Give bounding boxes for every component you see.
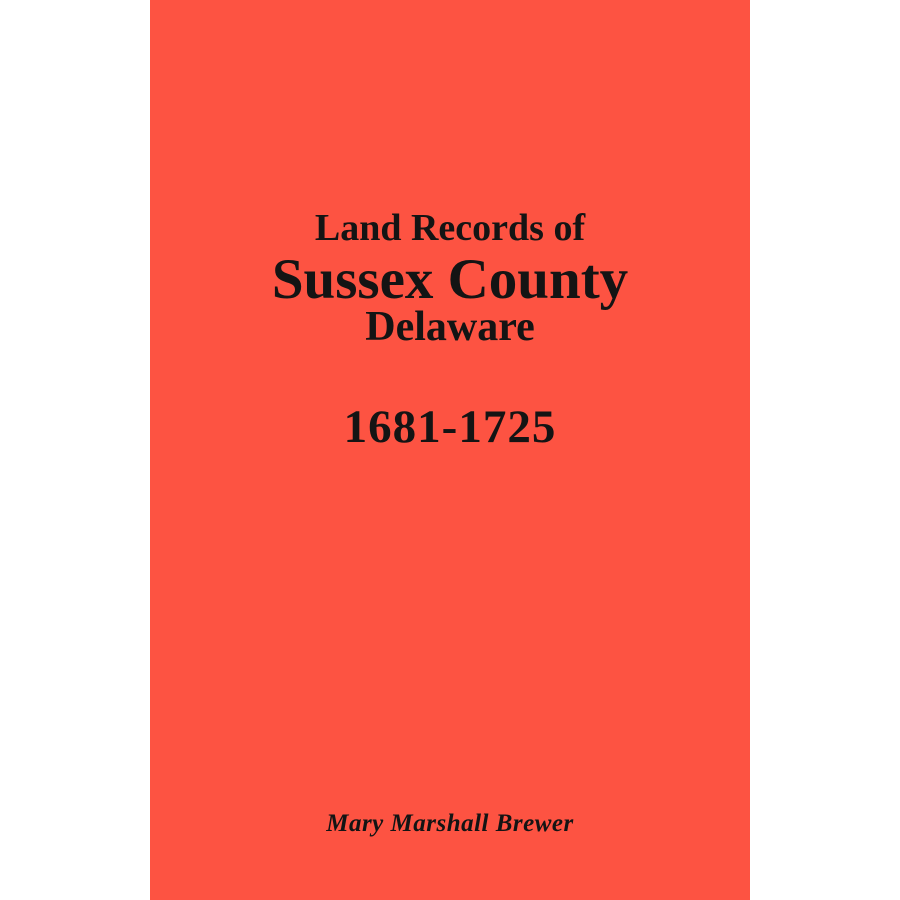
book-cover bbox=[150, 0, 750, 900]
book-title-line1: Land Records of bbox=[314, 207, 586, 249]
book-year-range: 1681-1725 bbox=[343, 401, 557, 453]
book-author: Mary Marshall Brewer bbox=[326, 810, 574, 837]
book-title-line2: Sussex County bbox=[271, 248, 629, 311]
book-title-line3: Delaware bbox=[365, 304, 535, 350]
